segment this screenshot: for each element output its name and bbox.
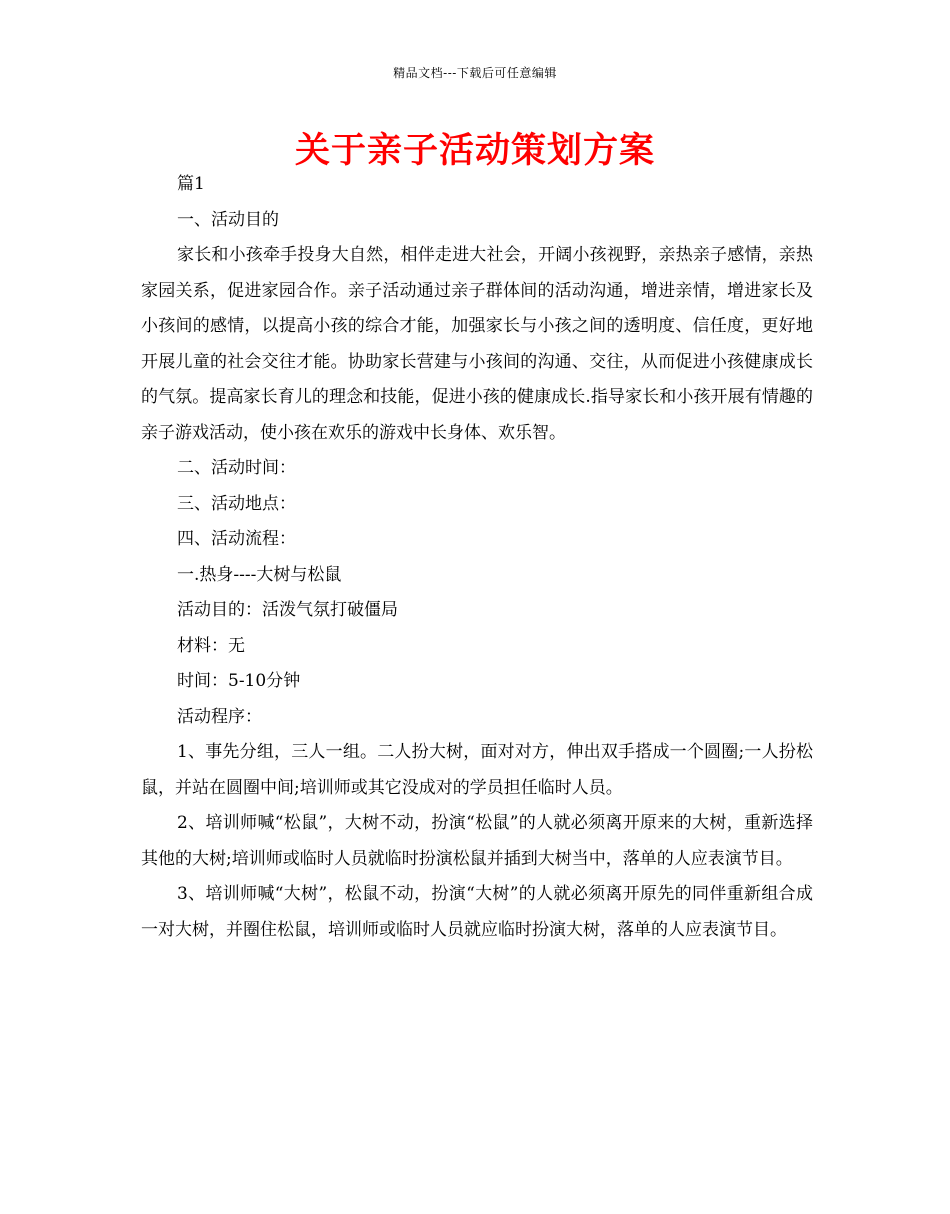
- document-title: 关于亲子活动策划方案: [294, 131, 655, 171]
- heading-process: 四、活动流程：: [177, 529, 296, 549]
- procedure-step-3: 3、培训师喊“大树”，松鼠不动，扮演“大树”的人就必须离开原先的同伴重新组合成一对大树，并圈住松鼠，培训师或临时人员就应临时扮演大树，落单的人应表演节目。: [141, 884, 813, 940]
- warmup-materials: 材料：无: [177, 635, 245, 656]
- page-header-note: 精品文档---下载后可任意编辑: [393, 66, 557, 80]
- warmup-goal: 活动目的：活泼气氛打破僵局: [177, 600, 398, 620]
- heading-location: 三、活动地点：: [177, 493, 296, 514]
- procedure-step-2: 2、培训师喊“松鼠”，大树不动，扮演“松鼠”的人就必须离开原来的大树，重新选择其他的大树;培训师或临时人员就临时扮演松鼠并插到大树当中，落单的人应表演节目。: [141, 813, 813, 869]
- section-label: 篇1: [177, 174, 205, 194]
- heading-time: 二、活动时间：: [177, 458, 296, 478]
- procedure-step-1: 1、事先分组，三人一组。二人扮大树，面对对方，伸出双手搭成一个圆圈;一人扮松鼠，并站在圆圈中间;培训师或其它没成对的学员担任临时人员。: [141, 742, 813, 798]
- heading-purpose: 一、活动目的: [177, 209, 279, 230]
- warmup-procedure-heading: 活动程序：: [177, 706, 262, 727]
- warmup-title: 一.热身----大树与松鼠: [177, 564, 342, 585]
- warmup-duration: 时间：5-10分钟: [177, 671, 301, 691]
- paragraph-purpose: 家长和小孩牵手投身大自然，相伴走进大社会，开阔小孩视野，亲热亲子感情，亲热家园关系，促进家园合作。亲子活动通过亲子群体间的活动沟通，增进亲情，增进家长及小孩间的感情，以提高小孩的综合才能，加强家长与小孩之间的透明度、信任度，更好地开展儿童的社会交往才能。协助家长营建与小孩间的沟通、交往，从而促进小孩健康成长的气氛。提高家长育儿的理念和技能，促进小孩的健康成长.指导家长和小孩开展有情趣的亲子游戏活动，使小孩在欢乐的游戏中长身体、欢乐智。: [141, 245, 813, 443]
- document-body: [141, 167, 813, 948]
